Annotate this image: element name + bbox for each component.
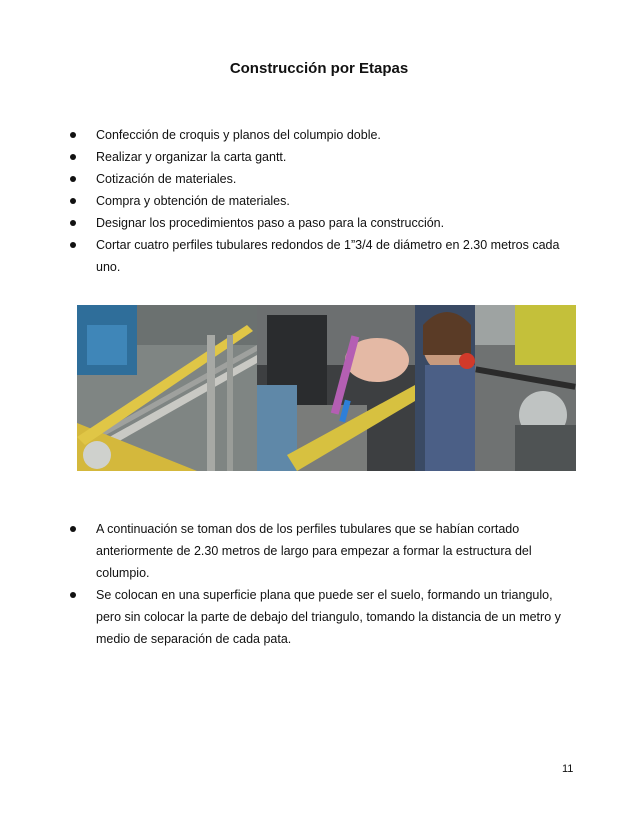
list-item-text: Realizar y organizar la carta gantt. <box>96 150 287 164</box>
list-item-text: Cortar cuatro perfiles tubulares redondos de 1”3/4 de diámetro en 2.30 metros cada uno. <box>96 238 560 274</box>
list-item <box>64 518 574 584</box>
bullet-list-assembly <box>64 518 574 650</box>
photo-marking-tube <box>257 305 415 471</box>
marking-tube-image <box>257 305 415 471</box>
list-item-text: Confección de croquis y planos del columpio doble. <box>96 128 381 142</box>
list-item-text: Compra y obtención de materiales. <box>96 194 290 208</box>
bullet-icon <box>70 198 76 204</box>
list-item <box>64 146 574 168</box>
bullet-list-steps <box>64 124 574 278</box>
bullet-icon <box>70 154 76 160</box>
photo-strip <box>77 305 576 471</box>
list-item <box>64 212 574 234</box>
photo-measuring-tubes <box>77 305 257 471</box>
list-item <box>64 124 574 146</box>
bullet-icon <box>70 242 76 248</box>
bullet-icon <box>70 592 76 598</box>
list-item-text: Se colocan en una superficie plana que puede ser el suelo, formando un triangulo, pero sin colocar la parte de debajo del triangulo, tomando la distancia de un metro y medio de separación de cada pata. <box>96 588 561 646</box>
list-item-text: Designar los procedimientos paso a paso para la construcción. <box>96 216 445 230</box>
measuring-tubes-image <box>77 305 257 471</box>
page-title: Construcción por Etapas <box>229 60 409 77</box>
list-item <box>64 190 574 212</box>
photo-cutting-tube <box>415 305 576 471</box>
list-item-text: Cotización de materiales. <box>96 172 237 186</box>
bullet-icon <box>70 526 76 532</box>
list-item <box>64 234 574 278</box>
cutting-tube-image <box>415 305 576 471</box>
list-item-text: A continuación se toman dos de los perfiles tubulares que se habían cortado anteriormente de 2.30 metros de largo para empezar a formar la estructura del columpio. <box>96 522 532 580</box>
bullet-icon <box>70 132 76 138</box>
page-number: 11 <box>562 763 574 775</box>
list-item <box>64 584 574 650</box>
list-item <box>64 168 574 190</box>
bullet-icon <box>70 176 76 182</box>
bullet-icon <box>70 220 76 226</box>
